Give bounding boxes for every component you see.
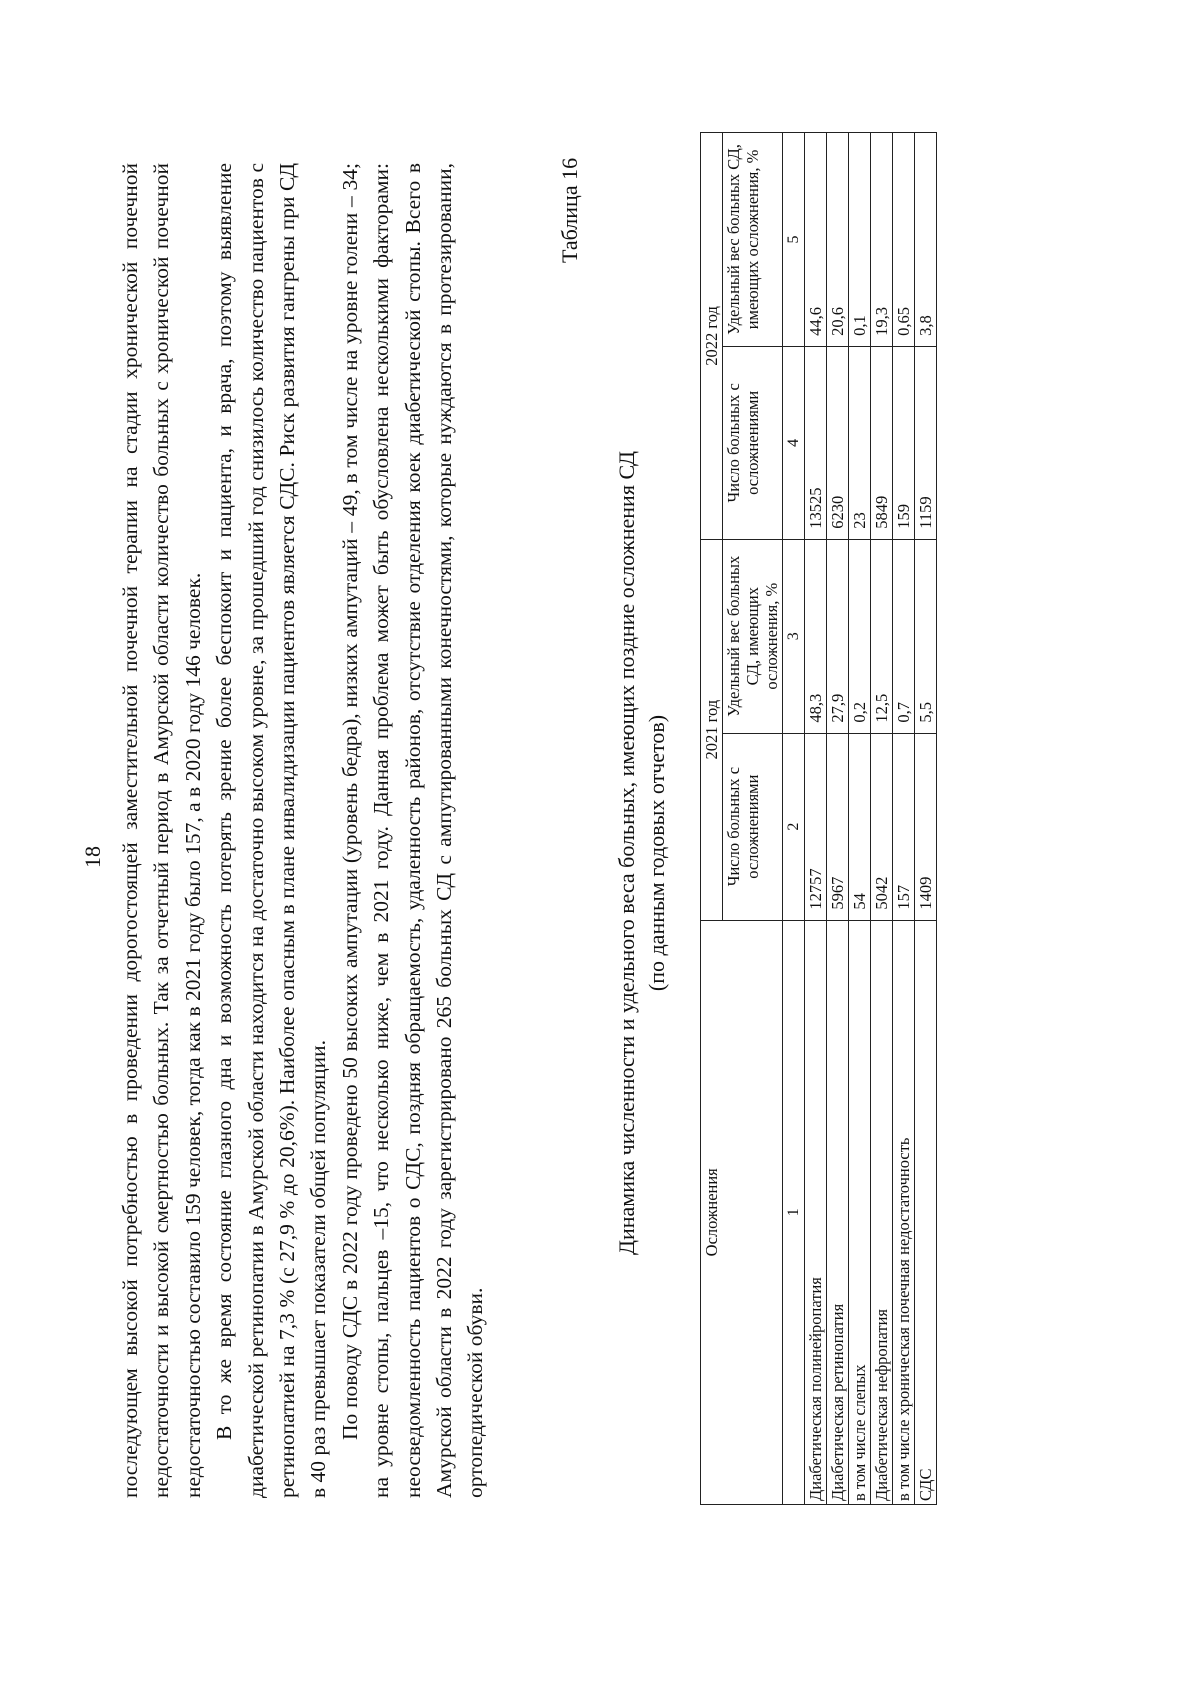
cell-count-2022: 159 <box>893 346 915 539</box>
table-title-block <box>612 203 672 1503</box>
col-header-count-2021: Число больных с осложнениями <box>723 733 783 920</box>
row-label: Диабетическая ретинопатия <box>827 920 849 1504</box>
cell-count-2022: 6230 <box>827 346 849 539</box>
cell-share-2021: 12,5 <box>871 539 893 733</box>
table-row <box>849 133 871 1505</box>
cell-count-2021: 5042 <box>871 733 893 920</box>
cell-count-2021: 12757 <box>805 733 827 920</box>
paragraph: последующем высокой потребностью в проведении дорогостоящей заместительной почечной терапии на стадии хронической почечной недостаточности и высокой смертностью больных. Так за отчетный период в Амурской области количество больных с хронической почечной недостаточностью составило 159 человек, тогда как в 2021 году было 157, а в 2020 году 146 человек. <box>118 163 205 1498</box>
table-title: Динамика численности и удельного веса больных, имеющих поздние осложнения СД <box>614 450 639 1256</box>
cell-count-2021: 5967 <box>827 733 849 920</box>
row-label: Диабетическая полинейропатия <box>805 920 827 1504</box>
column-index: 2 <box>783 733 805 920</box>
col-header-complications: Осложнения <box>701 920 783 1504</box>
col-header-share-2021: Удельный вес больных СД, имеющих осложнения, % <box>723 539 783 733</box>
complications-table <box>700 132 937 1505</box>
row-label: Диабетическая нефропатия <box>871 920 893 1504</box>
cell-share-2022: 19,3 <box>871 133 893 347</box>
cell-count-2021: 54 <box>849 733 871 920</box>
cell-count-2021: 1409 <box>915 733 937 920</box>
column-index-row <box>783 133 805 1505</box>
cell-share-2021: 48,3 <box>805 539 827 733</box>
cell-count-2022: 5849 <box>871 346 893 539</box>
column-index: 5 <box>783 133 805 347</box>
table-container <box>700 132 937 1505</box>
table-row <box>915 133 937 1505</box>
table-row <box>827 133 849 1505</box>
cell-share-2022: 20,6 <box>827 133 849 347</box>
col-header-2021: 2021 год <box>701 539 723 920</box>
cell-share-2021: 5,5 <box>915 539 937 733</box>
cell-count-2022: 13525 <box>805 346 827 539</box>
table-subtitle: (по данным годовых отчетов) <box>644 714 669 992</box>
cell-share-2021: 0,2 <box>849 539 871 733</box>
column-index: 3 <box>783 539 805 733</box>
cell-share-2022: 3,8 <box>915 133 937 347</box>
page-number: 18 <box>80 846 105 868</box>
paragraph: По поводу СДС в 2022 году проведено 50 высоких ампутации (уровень бедра), низких ампутаций – 49, в том числе на уровне голени – 34; на уровне стопы, пальцев –15, что несколько ниже, чем в 2021 году. Данная проблема может быть обусловлена несколькими факторами: неосведомленность пациентов о СДС, поздняя обращаемость, удаленность районов, отсутствие отделения коек диабетической стопы. Всего в Амурской области в 2022 году зарегистрировано 265 больных СД с ампутированными конечностями, которые нуждаются в протезировании, ортопедической обуви. <box>337 163 488 1498</box>
body-text <box>115 163 492 1498</box>
cell-share-2021: 27,9 <box>827 539 849 733</box>
col-header-count-2022: Число больных с осложнениями <box>723 346 783 539</box>
table-label: Таблица 16 <box>557 157 582 263</box>
cell-share-2022: 0,1 <box>849 133 871 347</box>
cell-count-2022: 1159 <box>915 346 937 539</box>
header-row-years <box>701 133 723 1505</box>
cell-count-2021: 157 <box>893 733 915 920</box>
row-label: в том числе слепых <box>849 920 871 1504</box>
column-index: 1 <box>783 920 805 1504</box>
cell-share-2021: 0,7 <box>893 539 915 733</box>
col-header-share-2022: Удельный вес больных СД, имеющих осложнения, % <box>723 133 783 347</box>
table-row <box>871 133 893 1505</box>
cell-share-2022: 44,6 <box>805 133 827 347</box>
row-label: СДС <box>915 920 937 1504</box>
col-header-2022: 2022 год <box>701 133 723 540</box>
row-label: в том числе хроническая почечная недостаточность <box>893 920 915 1504</box>
column-index: 4 <box>783 346 805 539</box>
table-row <box>805 133 827 1505</box>
cell-share-2022: 0,65 <box>893 133 915 347</box>
paragraph: В то же время состояние глазного дна и возможность потерять зрение более беспокоит и пациента, и врача, поэтому выявление диабетической ретинопатии в Амурской области находится на достаточно высоком уровне, за прошедший год снизилось количество пациентов с ретинопатией на 7,3 % (с 27,9 % до 20,6%). Наиболее опасным в плане инвалидизации пациентов является СДС. Риск развития гангрены при СД в 40 раз превышает показатели общей популяции. <box>212 163 331 1498</box>
cell-count-2022: 23 <box>849 346 871 539</box>
table-row <box>893 133 915 1505</box>
